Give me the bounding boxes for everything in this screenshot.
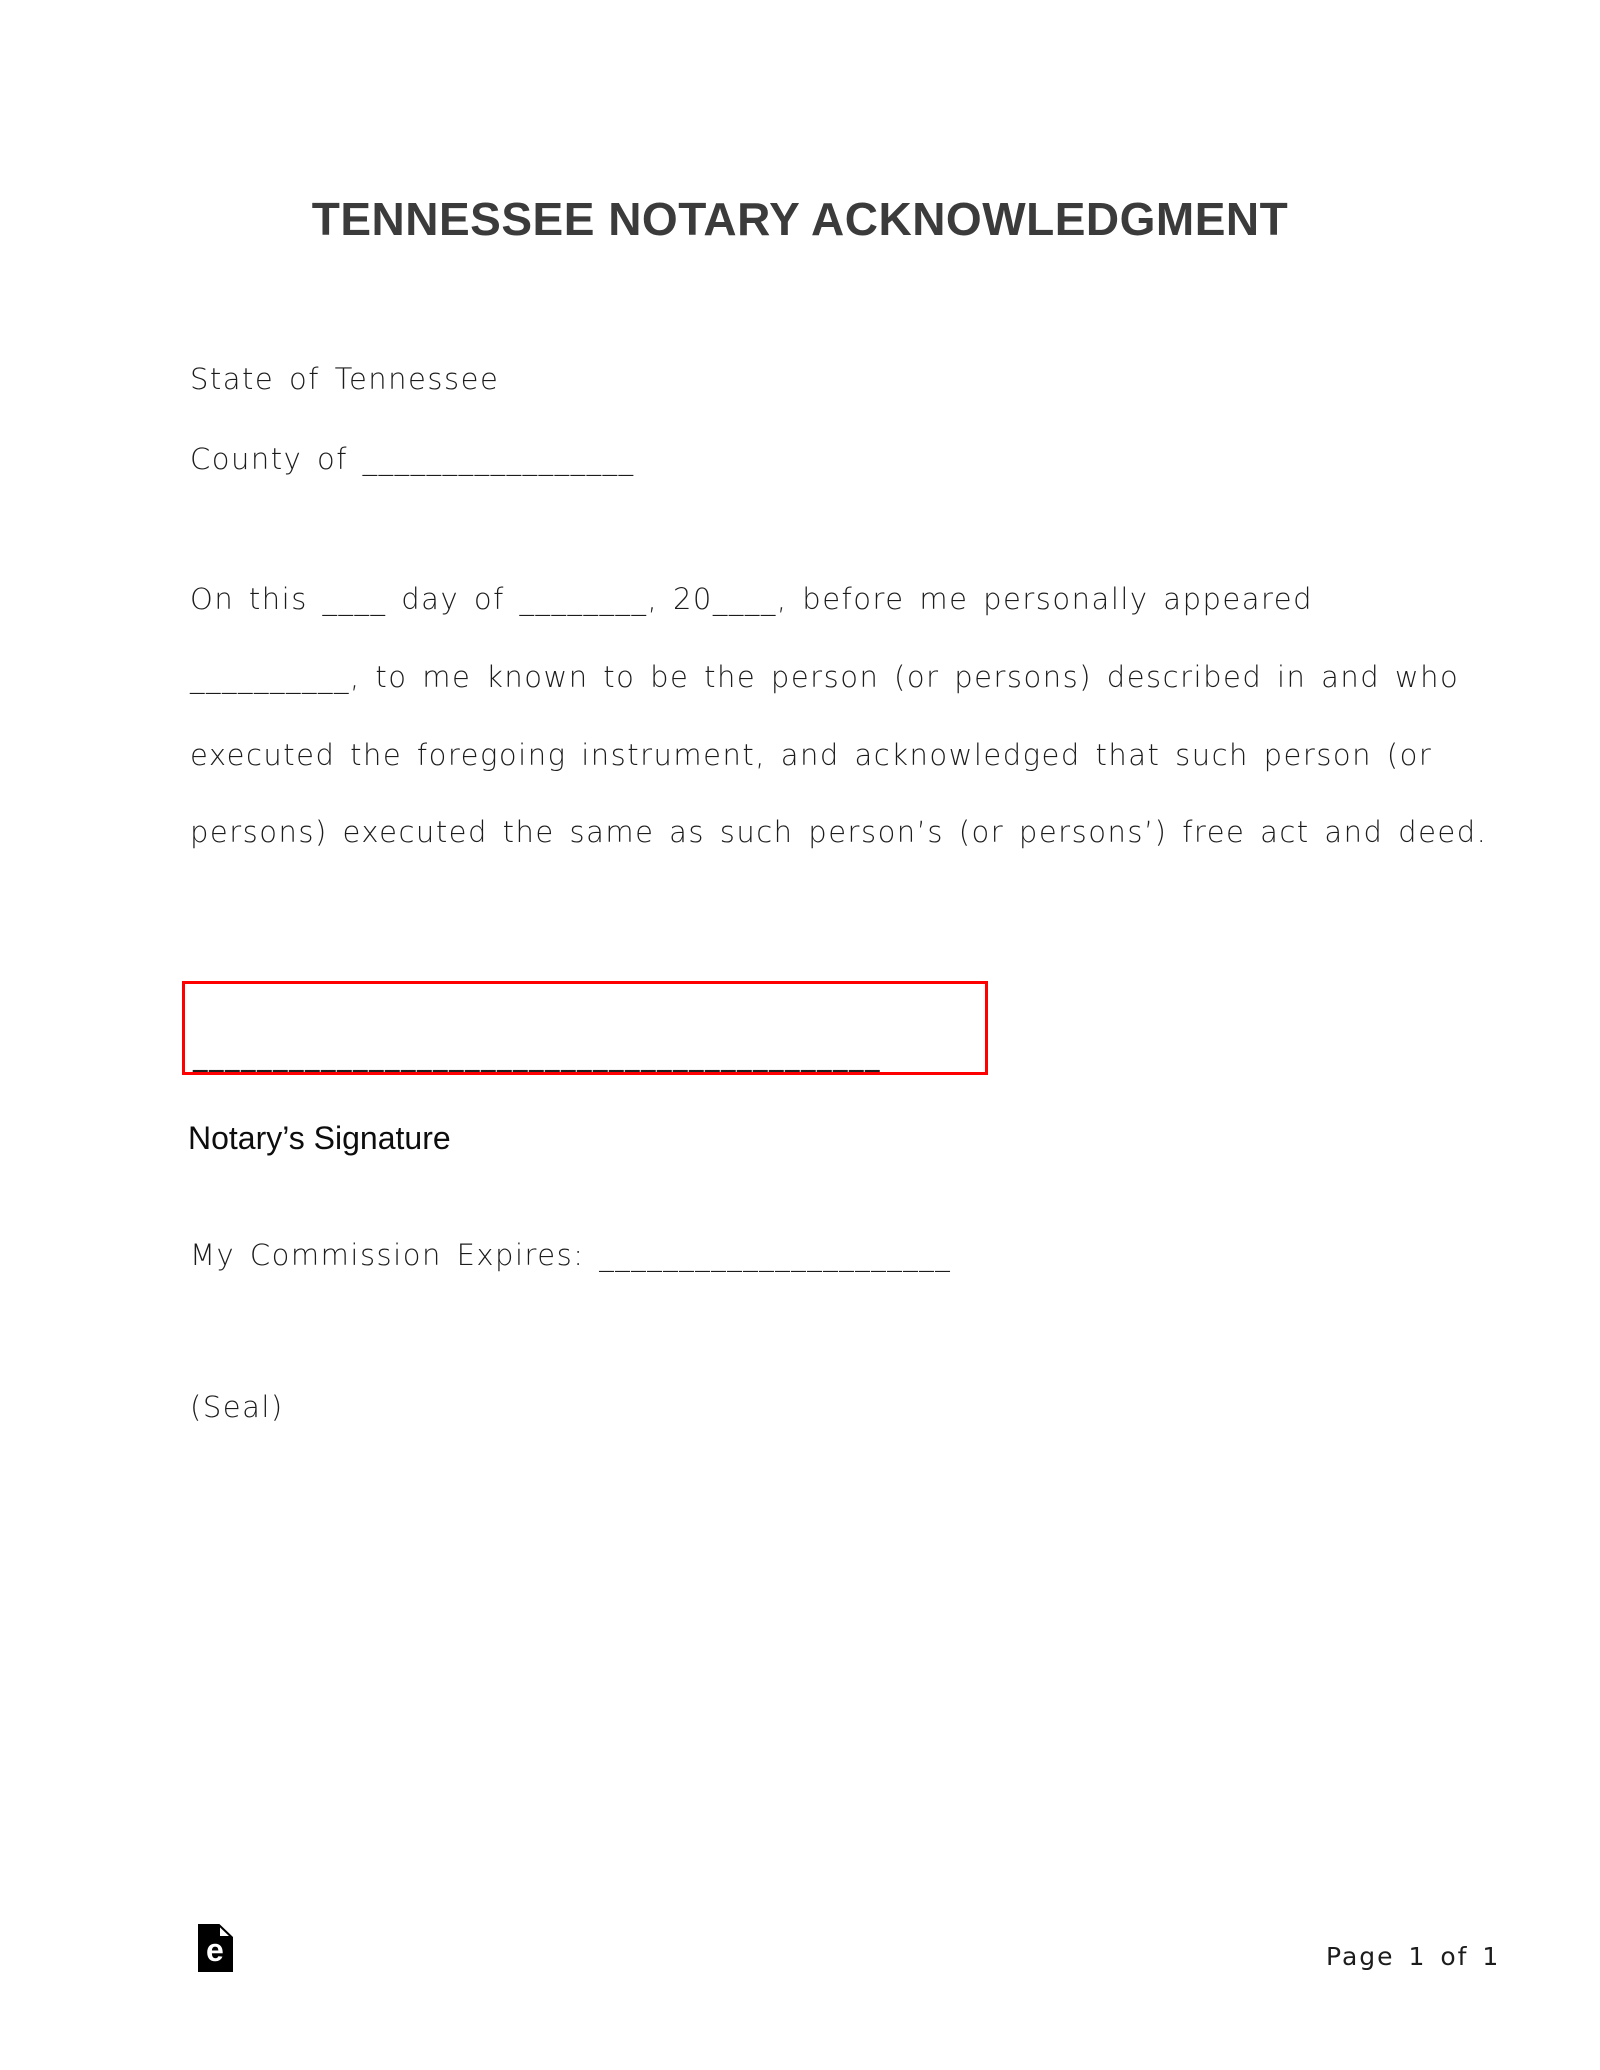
state-line: State of Tennessee	[190, 362, 500, 396]
acknowledgment-paragraph-line-1: On this ____ day of ________, 20____, before me personally appeared	[190, 582, 1314, 616]
eforms-logo-letter: e	[206, 1932, 224, 1968]
acknowledgment-paragraph-line-2: __________, to me known to be the person (or persons) described in and who	[190, 660, 1460, 694]
seal-label: (Seal)	[190, 1390, 284, 1424]
page-indicator: Page 1 of 1	[1326, 1942, 1501, 1971]
acknowledgment-paragraph-line-4: persons) executed the same as such person’s (or persons’) free act and deed.	[190, 815, 1488, 849]
commission-expires-line: My Commission Expires: ______________________	[190, 1238, 952, 1272]
signature-field-highlight[interactable]	[182, 981, 988, 1075]
signature-blank-line: ___________________________________________	[193, 1038, 881, 1072]
eforms-logo-icon	[198, 1924, 233, 1972]
county-line: County of _________________	[190, 442, 635, 476]
notary-signature-label: Notary’s Signature	[188, 1120, 451, 1156]
document-title: TENNESSEE NOTARY ACKNOWLEDGMENT	[311, 193, 1289, 245]
acknowledgment-paragraph-line-3: executed the foregoing instrument, and acknowledged that such person (or	[190, 738, 1433, 772]
